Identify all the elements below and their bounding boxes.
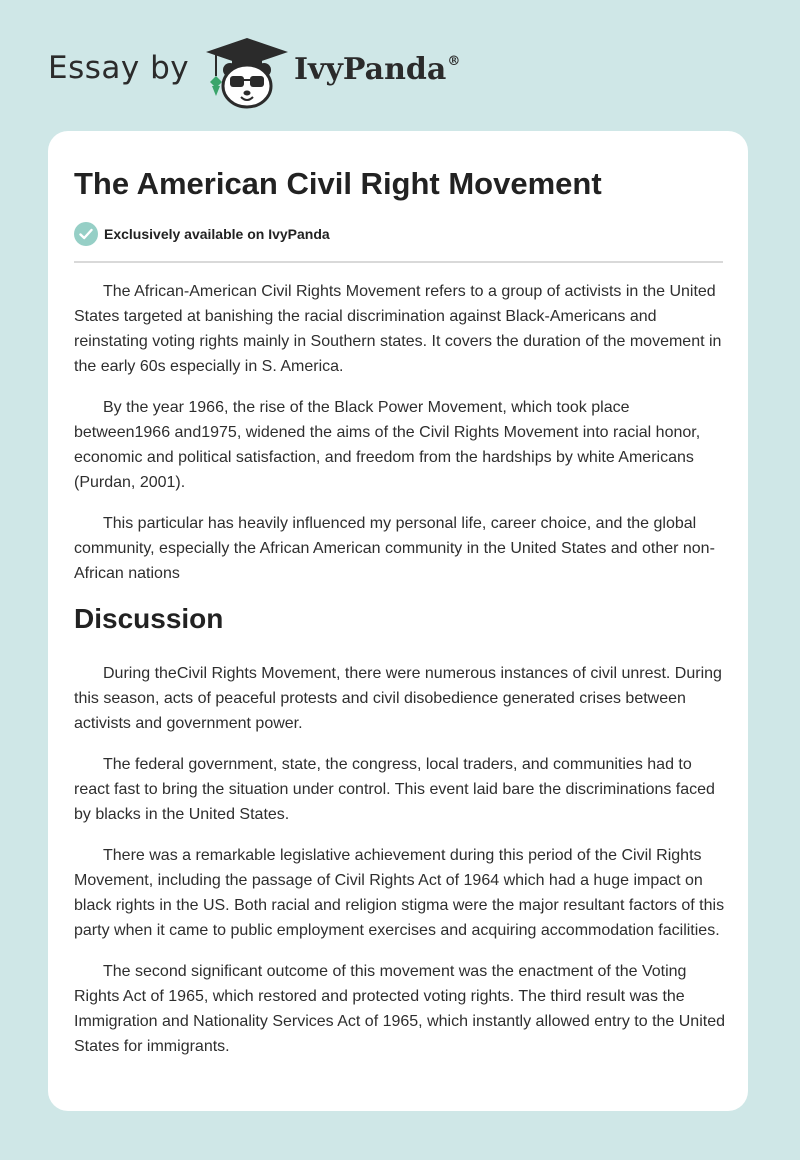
paragraph: By the year 1966, the rise of the Black Power Movement, which took place between1966 and1975, widened the aims of the Civil Rights Movement into racial honor, economic and political satisfaction, and freedom from the hardships by white Americans (Purdan, 2001). <box>74 399 701 491</box>
paragraph: This particular has heavily influenced my personal life, career choice, and the global community, especially the African American community in the United States and other non-African nations <box>74 515 715 582</box>
registered-mark: ® <box>447 54 461 69</box>
panda-graduate-icon[interactable] <box>202 36 292 110</box>
exclusive-badge <box>74 222 330 246</box>
page-title: The American Civil Right Movement <box>74 166 602 201</box>
essay-body <box>74 279 726 1075</box>
brand-logo[interactable] <box>294 52 460 87</box>
paragraph: The African-American Civil Rights Movement refers to a group of activists in the United States targeted at banishing the racial discrimination against Black-Americans and reinstating voting rights mainly in Southern states. It covers the duration of the movement in the early 60s especially in S. America. <box>74 283 722 375</box>
divider <box>74 261 723 263</box>
paragraph: The second significant outcome of this movement was the enactment of the Voting Rights Act of 1965, which restored and protected voting rights. The third result was the Immigration and Nationality Services Act of 1965, which instantly allowed entry to the United States for immigrants. <box>74 963 725 1055</box>
brand-name: IvyPanda <box>294 52 447 87</box>
paragraph: There was a remarkable legislative achievement during this period of the Civil Rights Movement, including the passage of Civil Rights Act of 1964 which had a huge impact on black rights in the US. Both racial and religion stigma were the major resultant factors of this party when it came to public employment exercises and acquiring accommodation facilities. <box>74 847 725 939</box>
exclusive-badge-text: Exclusively available on IvyPanda <box>104 226 330 242</box>
check-icon <box>74 222 98 246</box>
paragraph: During theCivil Rights Movement, there were numerous instances of civil unrest. During this season, acts of peaceful protests and civil disobedience generated crises between activists and government power. <box>74 665 722 732</box>
paragraph: The federal government, state, the congress, local traders, and communities had to react fast to bring the situation under control. This event laid bare the discriminations faced by blacks in the United States. <box>74 756 715 823</box>
section-heading-discussion: Discussion <box>74 603 224 634</box>
site-header <box>0 0 800 130</box>
essay-card <box>48 131 748 1111</box>
essay-by-label: Essay by <box>48 50 190 86</box>
